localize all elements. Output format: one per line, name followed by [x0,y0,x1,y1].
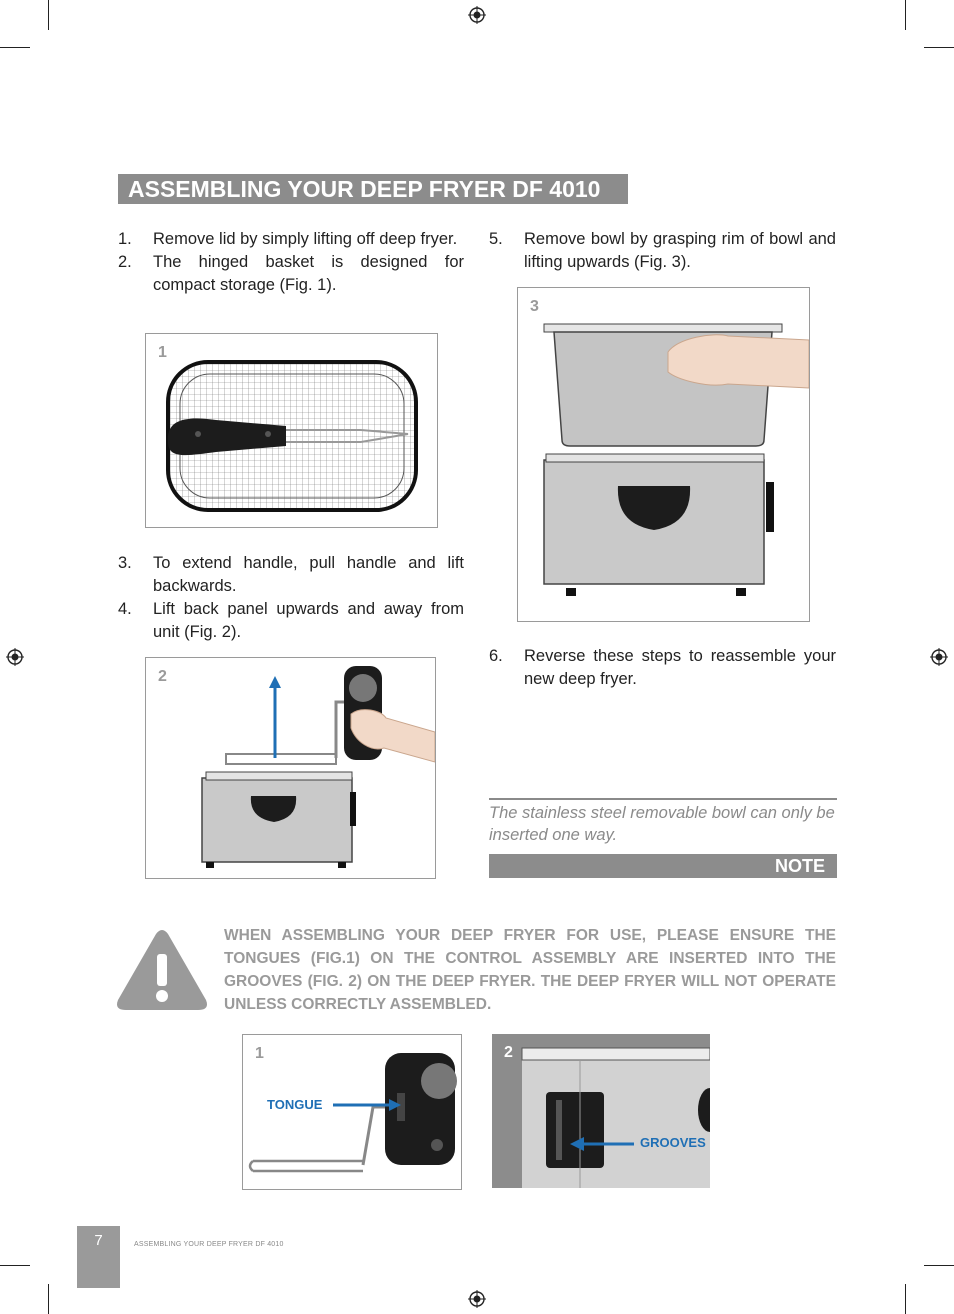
crop-mark [924,1265,954,1266]
figure-number: 1 [158,344,167,361]
figure-number: 2 [504,1044,513,1061]
step-item [118,552,464,598]
step-text: The hinged basket is designed for compact storage (Fig. 1). [153,253,464,294]
tongue-illustration [243,1035,461,1189]
figure-bowl [517,287,810,622]
tongue-arrow-icon [333,1099,403,1111]
crop-mark [0,1265,30,1266]
step-text: Lift back panel upwards and away from unit (Fig. 2). [153,600,464,641]
registration-mark-icon [468,1290,486,1308]
bowl-illustration [518,288,809,621]
figure-basket [145,333,438,528]
back-panel-illustration [146,658,435,878]
steps-list-c [489,228,836,274]
crop-mark [0,47,30,48]
step-number: 3. [118,554,132,572]
page-number-tab [77,1226,120,1288]
figure-number: 1 [255,1045,264,1062]
grooves-illustration [492,1034,710,1188]
step-number: 2. [118,253,132,271]
steps-list-b [118,552,464,644]
warning-icon [116,928,208,1012]
warning-text: WHEN ASSEMBLING YOUR DEEP FRYER FOR USE, PLEASE ENSURE THE TONGUES (FIG.1) ON THE CONTROL ASSEMBLY ARE INSERTED INTO THE GROOVES (FIG. 2) ON THE DEEP FRYER. THE DEEP FRYER WILL NOT OPERATE UNLESS CORRECTLY ASSEMBLED. [224,927,836,1013]
note-bar [489,854,837,878]
step-text: Remove bowl by grasping rim of bowl and lifting upwards (Fig. 3). [524,230,836,271]
registration-mark-icon [6,648,24,666]
crop-mark [905,0,906,30]
crop-mark [48,1284,49,1314]
figure-number: 2 [158,668,167,685]
step-text: Remove lid by simply lifting off deep fryer. [153,230,458,248]
step-number: 4. [118,600,132,618]
step-number: 5. [489,230,503,248]
crop-mark [905,1284,906,1314]
crop-mark [48,0,49,30]
running-title: ASSEMBLING YOUR DEEP FRYER DF 4010 [134,1241,284,1248]
figure-tongue [242,1034,462,1190]
page-number: 7 [94,1232,103,1249]
step-item [118,228,464,251]
basket-illustration [146,334,437,527]
section-title: ASSEMBLING YOUR DEEP FRYER DF 4010 [128,176,601,202]
step-item [118,251,464,297]
section-title-bar [118,174,628,204]
registration-mark-icon [468,6,486,24]
step-number: 1. [118,230,132,248]
note-label: NOTE [774,856,825,876]
figure-grooves [492,1034,710,1188]
crop-mark [924,47,954,48]
figure-back-panel [145,657,436,879]
registration-mark-icon [930,648,948,666]
step-text: Reverse these steps to reassemble your new deep fryer. [524,647,836,688]
steps-list-a [118,228,464,297]
note-rule [489,798,837,800]
step-item [489,645,836,691]
tongue-callout: TONGUE [267,1097,323,1112]
note-text: The stainless steel removable bowl can only be inserted one way. [489,804,835,844]
step-number: 6. [489,647,503,665]
step-item [489,228,836,274]
step-item [118,598,464,644]
steps-list-d [489,645,836,691]
step-text: To extend handle, pull handle and lift backwards. [153,554,464,595]
grooves-callout: GROOVES [640,1135,706,1150]
figure-number: 3 [530,298,539,315]
